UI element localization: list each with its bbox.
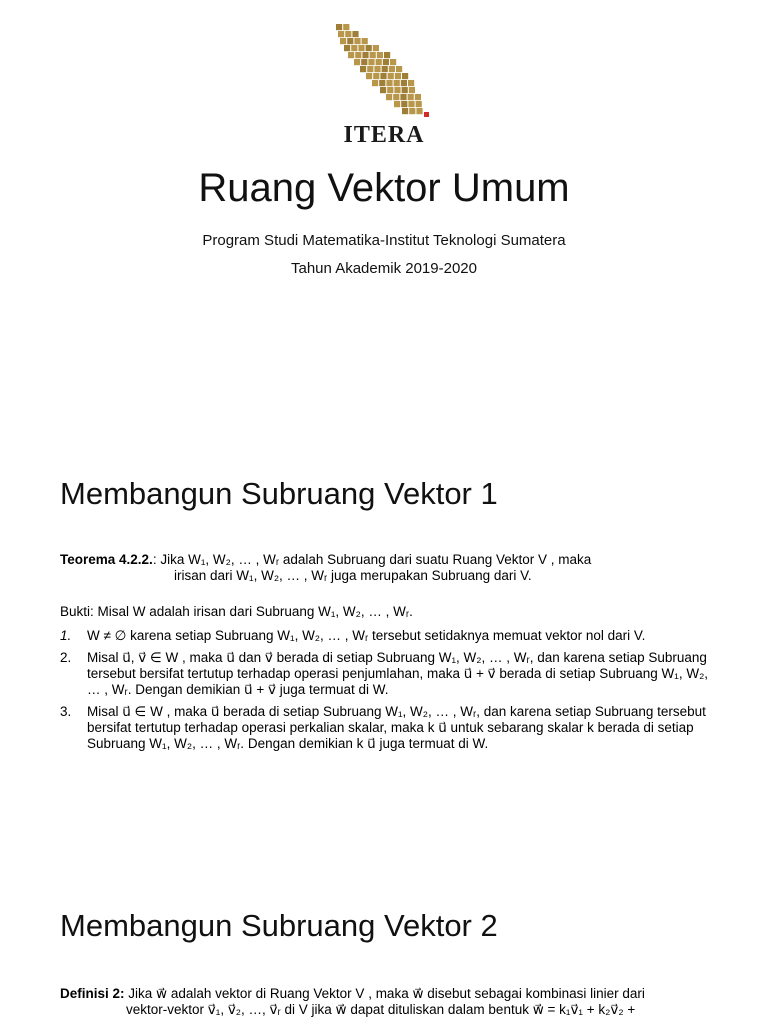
list-item <box>60 628 710 644</box>
logo-text: ITERA <box>343 122 425 148</box>
proof-list <box>60 628 710 758</box>
list-item-number: 2. <box>60 650 72 665</box>
slide-subruang-2 <box>0 864 768 1024</box>
list-item-text: Misal u⃗, v⃗ ∈ W , maka u⃗ dan v⃗ berada di setiap Subruang W₁, W₂, … , Wᵣ, dan karena setiap Subruang tersebut bersifat tertutup terhadap operasi penjumlahan, maka u⃗ + v⃗ berada di setiap Subruang W₁, W₂, … , Wᵣ. Dengan demikian u⃗ + v⃗ juga termuat di W. <box>87 650 709 697</box>
logo-tile <box>376 59 382 65</box>
title-slide <box>0 0 768 432</box>
list-item <box>60 650 710 698</box>
definition-line-2: vektor-vektor v⃗₁, v⃗₂, …, v⃗ᵣ di V jika w⃗ dapat dituliskan dalam bentuk w⃗ = k₁v⃗₁ + k₂v⃗₂ + <box>126 1002 636 1017</box>
subtitle-program: Program Studi Matematika-Institut Teknologi Sumatera <box>202 232 566 249</box>
logo-tile <box>394 87 400 93</box>
definition-line-1 <box>60 986 760 1002</box>
logo-tile <box>368 59 374 65</box>
logo-tile <box>384 52 390 58</box>
logo-tile <box>344 45 350 51</box>
logo-tile <box>408 80 414 86</box>
logo-tile <box>394 101 400 107</box>
logo-tile <box>367 66 373 72</box>
logo-tile <box>408 94 414 100</box>
page-title: Ruang Vektor Umum <box>198 166 570 210</box>
list-item-text: Misal u⃗ ∈ W , maka u⃗ berada di setiap Subruang W₁, W₂, … , Wᵣ, dan karena setiap Subruang tersebut bersifat tertutup terhadap operasi perkalian skalar, maka k u⃗ untuk sebarang skalar k berada di setiap Subruang W₁, W₂, … , Wᵣ. Dengan demikian k u⃗ juga termuat di W. <box>87 704 706 751</box>
logo-tile <box>396 66 402 72</box>
logo-tile <box>338 31 344 37</box>
theorem-line-2: irisan dari W₁, W₂, … , Wᵣ juga merupakan Subruang dari V. <box>174 568 532 583</box>
logo-tile <box>401 101 407 107</box>
list-item <box>60 704 710 752</box>
logo-tile <box>382 66 388 72</box>
logo-tile <box>354 38 360 44</box>
logo-tile <box>372 80 378 86</box>
logo-tile <box>383 59 389 65</box>
logo-tile <box>370 52 376 58</box>
logo-tile <box>402 73 408 79</box>
slide-subruang-1 <box>0 432 768 864</box>
logo-tile <box>415 94 421 100</box>
logo-tile <box>354 59 360 65</box>
definition-text-1: Jika w⃗ adalah vektor di Ruang Vektor V , maka w⃗ disebut sebagai kombinasi linier dari <box>124 986 645 1001</box>
logo-tile <box>336 24 342 30</box>
logo-tile <box>373 73 379 79</box>
logo-tile <box>377 52 383 58</box>
logo-tile <box>373 45 379 51</box>
logo-tile <box>380 87 386 93</box>
logo-tile <box>387 87 393 93</box>
logo-tile <box>362 52 368 58</box>
logo-tile <box>361 59 367 65</box>
logo-tile <box>352 31 358 37</box>
logo-tile <box>386 80 392 86</box>
logo-tile <box>394 80 400 86</box>
logo-tile <box>401 80 407 86</box>
list-item-text: W ≠ ∅ karena setiap Subruang W₁, W₂, … , Wᵣ tersebut setidaknya memuat vektor nol dari V. <box>87 628 646 643</box>
theorem-label: Teorema 4.2.2. <box>60 552 153 567</box>
itera-logo-mark <box>328 22 440 122</box>
logo-tile <box>379 80 385 86</box>
logo-tile <box>402 108 408 114</box>
logo-tile <box>347 38 353 44</box>
proof-intro: Bukti: Misal W adalah irisan dari Subruang W₁, W₂, … , Wᵣ. <box>60 604 413 619</box>
theorem-text-1: : Jika W₁, W₂, … , Wᵣ adalah Subruang dari suatu Ruang Vektor V , maka <box>152 552 592 567</box>
logo-tile <box>389 66 395 72</box>
logo-tile <box>348 52 354 58</box>
list-item-number: 3. <box>60 704 72 719</box>
definition-label: Definisi 2: <box>60 986 125 1001</box>
logo-tile <box>366 45 372 51</box>
theorem-block <box>60 552 710 584</box>
logo-tile <box>380 73 386 79</box>
logo-tile <box>402 87 408 93</box>
logo-tile <box>374 66 380 72</box>
logo-tile <box>386 94 392 100</box>
logo-tile <box>400 94 406 100</box>
slide-heading: Membangun Subruang Vektor 2 <box>60 908 498 943</box>
logo-tile <box>395 73 401 79</box>
logo-tile <box>351 45 357 51</box>
list-item-number: 1. <box>60 628 72 643</box>
logo-tile <box>409 87 415 93</box>
logo-tile <box>390 59 396 65</box>
theorem-line-1 <box>60 552 710 568</box>
slide-heading: Membangun Subruang Vektor 1 <box>60 476 498 511</box>
logo-red-dot <box>424 112 429 117</box>
logo-tile <box>345 31 351 37</box>
logo-tile <box>340 38 346 44</box>
logo-tile <box>366 73 372 79</box>
logo-tile <box>362 38 368 44</box>
logo-tile <box>393 94 399 100</box>
logo-tile <box>409 108 415 114</box>
itera-logo <box>328 22 440 152</box>
logo-tile <box>416 101 422 107</box>
logo-tile <box>408 101 414 107</box>
logo-tile <box>416 108 422 114</box>
logo-tile <box>360 66 366 72</box>
logo-tile <box>388 73 394 79</box>
logo-tile <box>358 45 364 51</box>
logo-tile <box>343 24 349 30</box>
definition-block <box>60 986 760 1018</box>
subtitle-year: Tahun Akademik 2019-2020 <box>291 260 477 277</box>
logo-tile <box>355 52 361 58</box>
